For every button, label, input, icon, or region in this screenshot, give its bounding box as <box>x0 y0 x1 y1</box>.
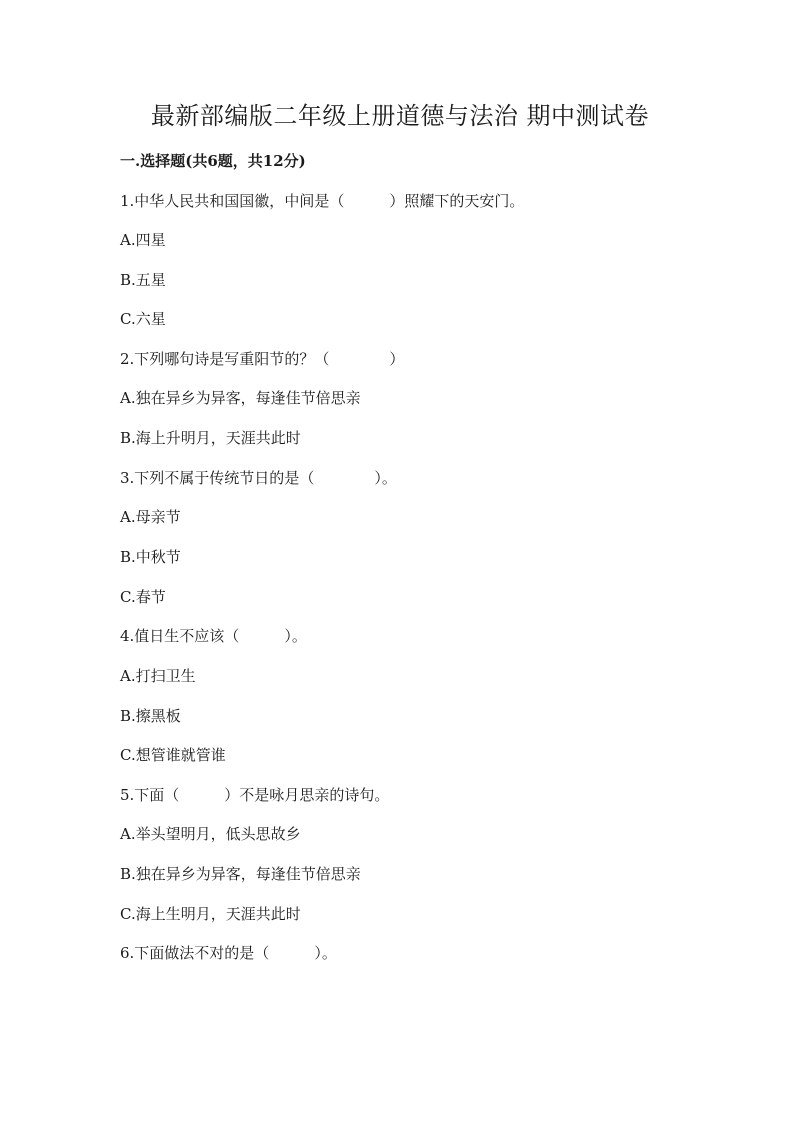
question-2: 2.下列哪句诗是写重阳节的？（ ） <box>120 350 405 368</box>
option-3c: C.春节 <box>120 588 166 606</box>
option-2b: B.海上升明月，天涯共此时 <box>120 429 301 447</box>
question-3: 3.下列不属于传统节日的是（ ）。 <box>120 469 397 487</box>
option-3a: A.母亲节 <box>120 508 181 526</box>
question-6: 6.下面做法不对的是（ ）。 <box>120 944 337 962</box>
option-5c: C.海上生明月，天涯共此时 <box>120 905 301 923</box>
option-1b: B.五星 <box>120 271 166 289</box>
option-1c: C.六星 <box>120 310 166 328</box>
option-1a: A.四星 <box>120 231 166 249</box>
section-heading: 一.选择题(共6题，共12分) <box>120 152 306 170</box>
question-4: 4.值日生不应该（ ）。 <box>120 627 307 645</box>
question-5: 5.下面（ ）不是咏月思亲的诗句。 <box>120 786 390 804</box>
option-4a: A.打扫卫生 <box>120 667 196 685</box>
page-title: 最新部编版二年级上册道德与法治 期中测试卷 <box>150 102 650 130</box>
option-4b: B.擦黑板 <box>120 707 181 725</box>
question-1: 1.中华人民共和国国徽，中间是（ ）照耀下的天安门。 <box>120 192 525 210</box>
option-2a: A.独在异乡为异客，每逢佳节倍思亲 <box>120 389 361 407</box>
option-5a: A.举头望明月，低头思故乡 <box>120 825 301 843</box>
option-3b: B.中秋节 <box>120 548 181 566</box>
option-5b: B.独在异乡为异客，每逢佳节倍思亲 <box>120 865 361 883</box>
option-4c: C.想管谁就管谁 <box>120 746 226 764</box>
